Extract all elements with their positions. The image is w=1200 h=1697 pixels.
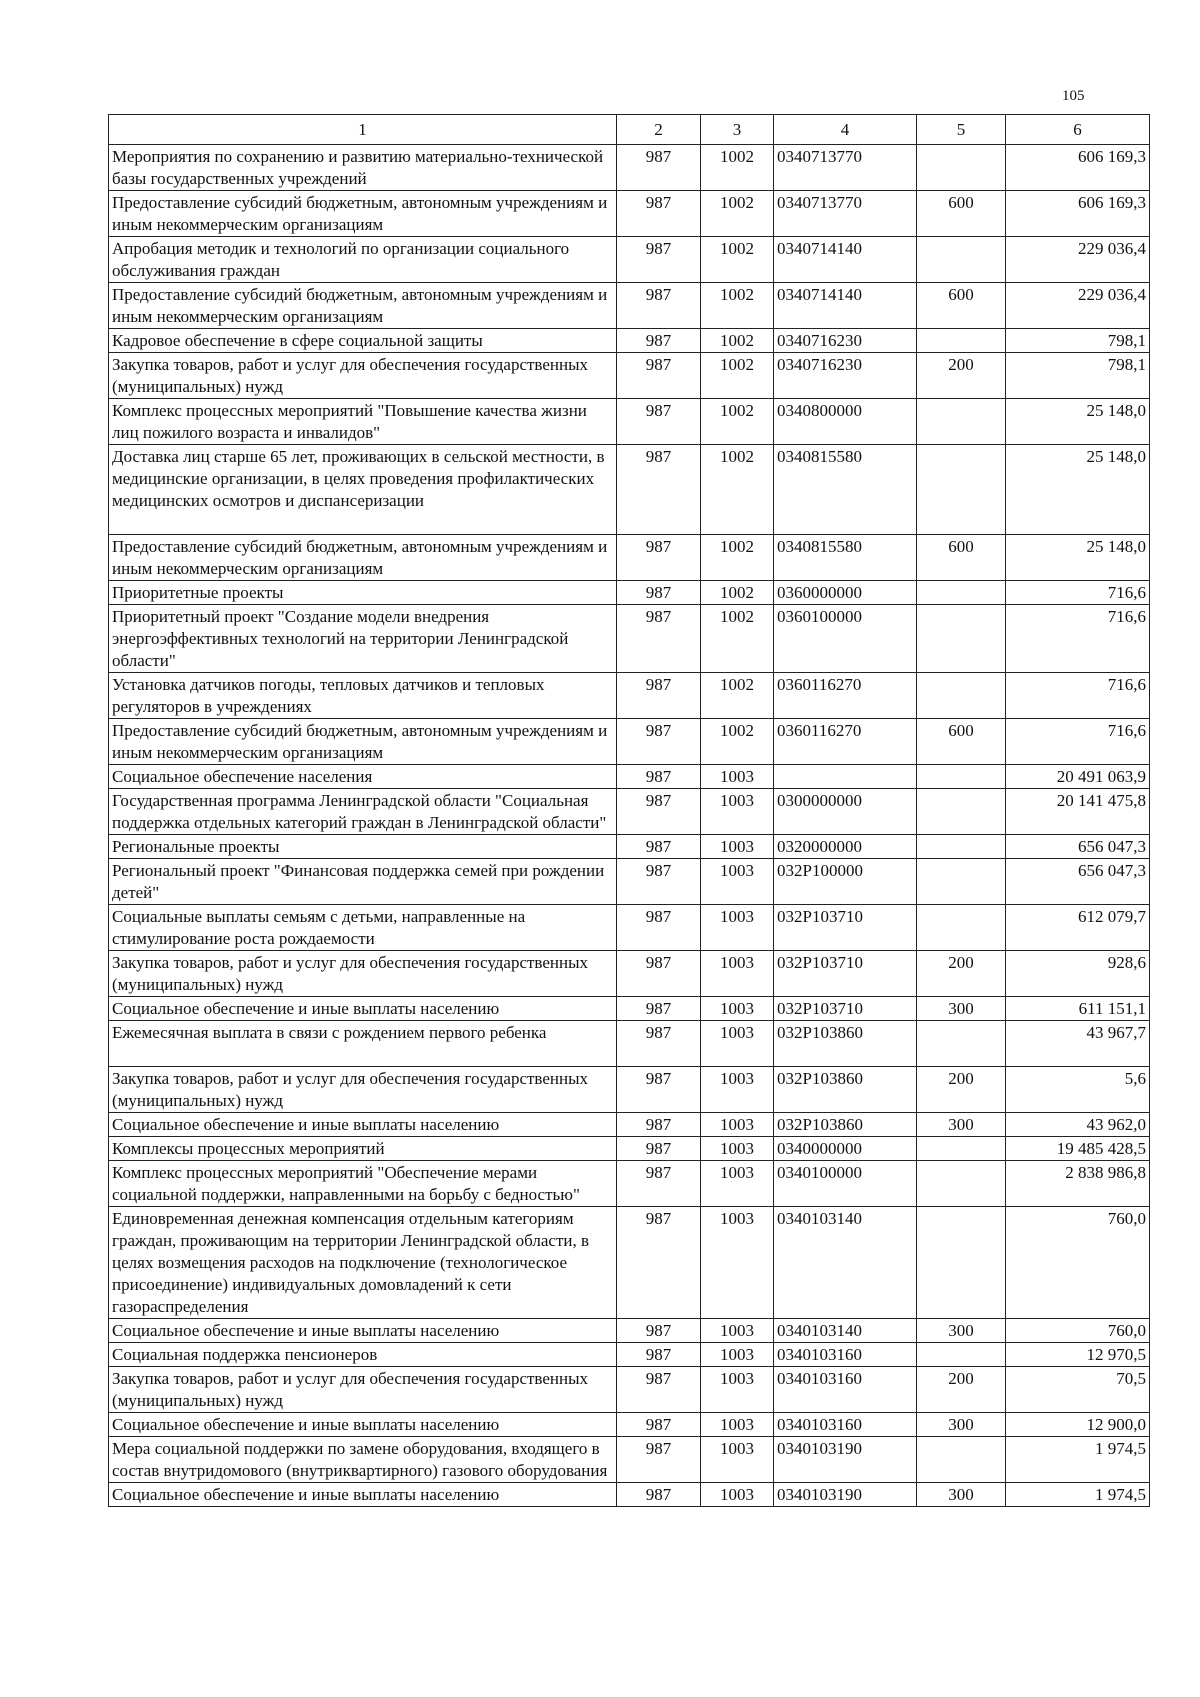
table-row <box>109 1137 1150 1161</box>
row-admin-code-cell: 987 <box>617 719 701 765</box>
row-expense-type-cell <box>917 1137 1006 1161</box>
row-name-cell: Кадровое обеспечение в сфере социальной защиты <box>109 329 617 353</box>
row-target-article-cell: 0340103190 <box>774 1437 917 1483</box>
table-row <box>109 605 1150 673</box>
row-expense-type-cell: 600 <box>917 719 1006 765</box>
row-target-article-cell: 0340713770 <box>774 145 917 191</box>
row-expense-type-cell <box>917 605 1006 673</box>
table-row <box>109 191 1150 237</box>
table-row <box>109 237 1150 283</box>
row-target-article-cell: 0340100000 <box>774 1161 917 1207</box>
row-expense-type-cell: 300 <box>917 1319 1006 1343</box>
row-expense-type-cell <box>917 1343 1006 1367</box>
row-amount-cell: 229 036,4 <box>1006 283 1150 329</box>
table-row <box>109 581 1150 605</box>
row-expense-type-cell: 600 <box>917 191 1006 237</box>
page-number: 105 <box>1062 88 1085 104</box>
row-expense-type-cell <box>917 1207 1006 1319</box>
row-section-code-cell: 1002 <box>701 237 774 283</box>
row-amount-cell: 5,6 <box>1006 1067 1150 1113</box>
row-section-code-cell: 1003 <box>701 1319 774 1343</box>
row-target-article-cell: 0340103160 <box>774 1367 917 1413</box>
row-expense-type-cell: 600 <box>917 283 1006 329</box>
table-row <box>109 1343 1150 1367</box>
row-name-cell: Региональные проекты <box>109 835 617 859</box>
row-admin-code-cell: 987 <box>617 997 701 1021</box>
row-section-code-cell: 1003 <box>701 1343 774 1367</box>
row-admin-code-cell: 987 <box>617 673 701 719</box>
row-expense-type-cell <box>917 905 1006 951</box>
table-row <box>109 1113 1150 1137</box>
column-header: 5 <box>917 115 1006 145</box>
table-header-row <box>109 115 1150 145</box>
row-amount-cell: 43 967,7 <box>1006 1021 1150 1067</box>
row-amount-cell: 611 151,1 <box>1006 997 1150 1021</box>
row-expense-type-cell: 200 <box>917 1067 1006 1113</box>
table-row <box>109 905 1150 951</box>
row-expense-type-cell: 300 <box>917 997 1006 1021</box>
row-expense-type-cell: 300 <box>917 1413 1006 1437</box>
table-row <box>109 145 1150 191</box>
row-amount-cell: 760,0 <box>1006 1207 1150 1319</box>
row-name-cell: Установка датчиков погоды, тепловых датчиков и тепловых регуляторов в учреждениях <box>109 673 617 719</box>
row-expense-type-cell <box>917 1161 1006 1207</box>
table-row <box>109 1319 1150 1343</box>
row-section-code-cell: 1003 <box>701 1367 774 1413</box>
row-amount-cell: 12 900,0 <box>1006 1413 1150 1437</box>
row-amount-cell: 1 974,5 <box>1006 1483 1150 1507</box>
row-expense-type-cell: 200 <box>917 1367 1006 1413</box>
table-row <box>109 673 1150 719</box>
row-admin-code-cell: 987 <box>617 445 701 535</box>
row-admin-code-cell: 987 <box>617 1113 701 1137</box>
row-amount-cell: 25 148,0 <box>1006 445 1150 535</box>
row-admin-code-cell: 987 <box>617 951 701 997</box>
row-name-cell: Социальное обеспечение и иные выплаты населению <box>109 1113 617 1137</box>
row-target-article-cell: 032P103710 <box>774 951 917 997</box>
row-admin-code-cell: 987 <box>617 535 701 581</box>
row-section-code-cell: 1002 <box>701 719 774 765</box>
row-expense-type-cell: 200 <box>917 951 1006 997</box>
table-body <box>109 145 1150 1507</box>
row-section-code-cell: 1003 <box>701 859 774 905</box>
table-row <box>109 789 1150 835</box>
row-target-article-cell <box>774 765 917 789</box>
row-name-cell: Социальная поддержка пенсионеров <box>109 1343 617 1367</box>
table-row <box>109 859 1150 905</box>
table-row <box>109 445 1150 535</box>
row-name-cell: Региональный проект "Финансовая поддержка семей при рождении детей" <box>109 859 617 905</box>
row-expense-type-cell <box>917 1021 1006 1067</box>
row-amount-cell: 928,6 <box>1006 951 1150 997</box>
row-admin-code-cell: 987 <box>617 1413 701 1437</box>
row-target-article-cell: 032P103710 <box>774 997 917 1021</box>
table-row <box>109 1413 1150 1437</box>
row-expense-type-cell <box>917 329 1006 353</box>
table-row <box>109 1437 1150 1483</box>
row-admin-code-cell: 987 <box>617 191 701 237</box>
row-admin-code-cell: 987 <box>617 605 701 673</box>
table-row <box>109 1161 1150 1207</box>
row-admin-code-cell: 987 <box>617 1343 701 1367</box>
row-target-article-cell: 0340716230 <box>774 353 917 399</box>
row-section-code-cell: 1003 <box>701 835 774 859</box>
row-target-article-cell: 0360100000 <box>774 605 917 673</box>
row-name-cell: Предоставление субсидий бюджетным, автономным учреждениям и иным некоммерческим организациям <box>109 535 617 581</box>
row-admin-code-cell: 987 <box>617 1483 701 1507</box>
row-admin-code-cell: 987 <box>617 353 701 399</box>
row-admin-code-cell: 987 <box>617 765 701 789</box>
row-name-cell: Социальное обеспечение и иные выплаты населению <box>109 1319 617 1343</box>
row-amount-cell: 25 148,0 <box>1006 535 1150 581</box>
row-name-cell: Предоставление субсидий бюджетным, автономным учреждениям и иным некоммерческим организациям <box>109 719 617 765</box>
row-amount-cell: 760,0 <box>1006 1319 1150 1343</box>
table-row <box>109 283 1150 329</box>
row-expense-type-cell <box>917 789 1006 835</box>
table-row <box>109 1021 1150 1067</box>
row-section-code-cell: 1003 <box>701 1437 774 1483</box>
row-expense-type-cell: 600 <box>917 535 1006 581</box>
row-name-cell: Закупка товаров, работ и услуг для обеспечения государственных (муниципальных) нужд <box>109 1367 617 1413</box>
row-section-code-cell: 1002 <box>701 673 774 719</box>
row-amount-cell: 716,6 <box>1006 719 1150 765</box>
row-admin-code-cell: 987 <box>617 835 701 859</box>
row-section-code-cell: 1002 <box>701 399 774 445</box>
row-name-cell: Комплексы процессных мероприятий <box>109 1137 617 1161</box>
row-admin-code-cell: 987 <box>617 581 701 605</box>
row-admin-code-cell: 987 <box>617 1367 701 1413</box>
row-expense-type-cell <box>917 835 1006 859</box>
table-row <box>109 951 1150 997</box>
row-target-article-cell: 0360116270 <box>774 719 917 765</box>
row-amount-cell: 606 169,3 <box>1006 145 1150 191</box>
row-expense-type-cell: 200 <box>917 353 1006 399</box>
row-name-cell: Социальное обеспечение и иные выплаты населению <box>109 997 617 1021</box>
row-admin-code-cell: 987 <box>617 1021 701 1067</box>
row-amount-cell: 798,1 <box>1006 329 1150 353</box>
row-amount-cell: 43 962,0 <box>1006 1113 1150 1137</box>
table-row <box>109 329 1150 353</box>
row-name-cell: Закупка товаров, работ и услуг для обеспечения государственных (муниципальных) нужд <box>109 353 617 399</box>
row-admin-code-cell: 987 <box>617 1137 701 1161</box>
row-expense-type-cell <box>917 399 1006 445</box>
row-admin-code-cell: 987 <box>617 399 701 445</box>
row-amount-cell: 656 047,3 <box>1006 859 1150 905</box>
row-target-article-cell: 0340103160 <box>774 1413 917 1437</box>
table-row <box>109 765 1150 789</box>
row-target-article-cell: 0340815580 <box>774 445 917 535</box>
row-target-article-cell: 0320000000 <box>774 835 917 859</box>
row-admin-code-cell: 987 <box>617 145 701 191</box>
row-name-cell: Предоставление субсидий бюджетным, автономным учреждениям и иным некоммерческим организациям <box>109 191 617 237</box>
row-target-article-cell: 0340103140 <box>774 1207 917 1319</box>
column-header: 1 <box>109 115 617 145</box>
row-amount-cell: 716,6 <box>1006 673 1150 719</box>
row-amount-cell: 19 485 428,5 <box>1006 1137 1150 1161</box>
row-target-article-cell: 0340800000 <box>774 399 917 445</box>
row-target-article-cell: 0340716230 <box>774 329 917 353</box>
row-section-code-cell: 1002 <box>701 605 774 673</box>
row-name-cell: Закупка товаров, работ и услуг для обеспечения государственных (муниципальных) нужд <box>109 1067 617 1113</box>
row-admin-code-cell: 987 <box>617 329 701 353</box>
row-name-cell: Ежемесячная выплата в связи с рождением первого ребенка <box>109 1021 617 1067</box>
row-target-article-cell: 0340103190 <box>774 1483 917 1507</box>
row-amount-cell: 12 970,5 <box>1006 1343 1150 1367</box>
row-amount-cell: 1 974,5 <box>1006 1437 1150 1483</box>
row-target-article-cell: 032P103710 <box>774 905 917 951</box>
row-target-article-cell: 0300000000 <box>774 789 917 835</box>
row-amount-cell: 20 491 063,9 <box>1006 765 1150 789</box>
row-target-article-cell: 0340103140 <box>774 1319 917 1343</box>
row-expense-type-cell <box>917 673 1006 719</box>
table-row <box>109 719 1150 765</box>
row-admin-code-cell: 987 <box>617 283 701 329</box>
row-target-article-cell: 0360000000 <box>774 581 917 605</box>
row-amount-cell: 716,6 <box>1006 605 1150 673</box>
row-section-code-cell: 1002 <box>701 445 774 535</box>
row-section-code-cell: 1003 <box>701 1067 774 1113</box>
table-row <box>109 399 1150 445</box>
row-expense-type-cell <box>917 445 1006 535</box>
row-section-code-cell: 1003 <box>701 1137 774 1161</box>
row-admin-code-cell: 987 <box>617 1437 701 1483</box>
row-name-cell: Приоритетные проекты <box>109 581 617 605</box>
row-expense-type-cell <box>917 237 1006 283</box>
row-section-code-cell: 1003 <box>701 1483 774 1507</box>
row-target-article-cell: 032P103860 <box>774 1113 917 1137</box>
row-section-code-cell: 1002 <box>701 535 774 581</box>
row-expense-type-cell <box>917 765 1006 789</box>
row-name-cell: Социальное обеспечение и иные выплаты населению <box>109 1483 617 1507</box>
row-name-cell: Мера социальной поддержки по замене оборудования, входящего в состав внутридомового (внутриквартирного) газового оборудования <box>109 1437 617 1483</box>
row-name-cell: Приоритетный проект "Создание модели внедрения энергоэффективных технологий на территории Ленинградской области" <box>109 605 617 673</box>
row-expense-type-cell <box>917 581 1006 605</box>
column-header: 6 <box>1006 115 1150 145</box>
row-amount-cell: 612 079,7 <box>1006 905 1150 951</box>
column-header: 3 <box>701 115 774 145</box>
row-admin-code-cell: 987 <box>617 905 701 951</box>
row-target-article-cell: 032P100000 <box>774 859 917 905</box>
row-amount-cell: 606 169,3 <box>1006 191 1150 237</box>
row-target-article-cell: 0340103160 <box>774 1343 917 1367</box>
row-section-code-cell: 1002 <box>701 283 774 329</box>
row-target-article-cell: 0340714140 <box>774 237 917 283</box>
row-name-cell: Социальные выплаты семьям с детьми, направленные на стимулирование роста рождаемости <box>109 905 617 951</box>
row-section-code-cell: 1003 <box>701 1161 774 1207</box>
row-admin-code-cell: 987 <box>617 789 701 835</box>
table-row <box>109 1483 1150 1507</box>
row-expense-type-cell: 300 <box>917 1113 1006 1137</box>
row-name-cell: Мероприятия по сохранению и развитию материально-технической базы государственных учреждений <box>109 145 617 191</box>
row-section-code-cell: 1002 <box>701 145 774 191</box>
row-target-article-cell: 0340815580 <box>774 535 917 581</box>
table-row <box>109 1067 1150 1113</box>
row-name-cell: Социальное обеспечение населения <box>109 765 617 789</box>
row-name-cell: Доставка лиц старше 65 лет, проживающих в сельской местности, в медицинские организации, в целях проведения профилактических медицинских осмотров и диспансеризации <box>109 445 617 535</box>
row-amount-cell: 656 047,3 <box>1006 835 1150 859</box>
row-amount-cell: 20 141 475,8 <box>1006 789 1150 835</box>
row-target-article-cell: 0340713770 <box>774 191 917 237</box>
row-expense-type-cell <box>917 859 1006 905</box>
row-amount-cell: 70,5 <box>1006 1367 1150 1413</box>
row-admin-code-cell: 987 <box>617 1161 701 1207</box>
table-row <box>109 1207 1150 1319</box>
row-name-cell: Предоставление субсидий бюджетным, автономным учреждениям и иным некоммерческим организациям <box>109 283 617 329</box>
table-row <box>109 353 1150 399</box>
column-header: 4 <box>774 115 917 145</box>
table-row <box>109 1367 1150 1413</box>
row-expense-type-cell <box>917 145 1006 191</box>
row-name-cell: Социальное обеспечение и иные выплаты населению <box>109 1413 617 1437</box>
row-name-cell: Закупка товаров, работ и услуг для обеспечения государственных (муниципальных) нужд <box>109 951 617 997</box>
row-section-code-cell: 1003 <box>701 1113 774 1137</box>
row-section-code-cell: 1003 <box>701 765 774 789</box>
row-admin-code-cell: 987 <box>617 859 701 905</box>
table-row <box>109 835 1150 859</box>
row-admin-code-cell: 987 <box>617 1319 701 1343</box>
row-amount-cell: 25 148,0 <box>1006 399 1150 445</box>
row-section-code-cell: 1003 <box>701 789 774 835</box>
row-name-cell: Единовременная денежная компенсация отдельным категориям граждан, проживающим на территории Ленинградской области, в целях возмещения расходов на подключение (технологическое присоединение) индивидуальных домовладений к сети газораспределения <box>109 1207 617 1319</box>
row-name-cell: Комплекс процессных мероприятий "Повышение качества жизни лиц пожилого возраста и инвалидов" <box>109 399 617 445</box>
row-target-article-cell: 032P103860 <box>774 1021 917 1067</box>
row-amount-cell: 2 838 986,8 <box>1006 1161 1150 1207</box>
row-name-cell: Комплекс процессных мероприятий "Обеспечение мерами социальной поддержки, направленными на борьбу с бедностью" <box>109 1161 617 1207</box>
row-target-article-cell: 032P103860 <box>774 1067 917 1113</box>
row-expense-type-cell <box>917 1437 1006 1483</box>
row-target-article-cell: 0360116270 <box>774 673 917 719</box>
row-expense-type-cell: 300 <box>917 1483 1006 1507</box>
row-section-code-cell: 1003 <box>701 1021 774 1067</box>
row-target-article-cell: 0340000000 <box>774 1137 917 1161</box>
table-row <box>109 997 1150 1021</box>
row-target-article-cell: 0340714140 <box>774 283 917 329</box>
row-section-code-cell: 1002 <box>701 353 774 399</box>
row-amount-cell: 229 036,4 <box>1006 237 1150 283</box>
budget-table <box>108 114 1150 1507</box>
row-amount-cell: 716,6 <box>1006 581 1150 605</box>
row-section-code-cell: 1003 <box>701 997 774 1021</box>
row-admin-code-cell: 987 <box>617 237 701 283</box>
row-section-code-cell: 1003 <box>701 951 774 997</box>
row-section-code-cell: 1003 <box>701 1413 774 1437</box>
row-admin-code-cell: 987 <box>617 1207 701 1319</box>
row-section-code-cell: 1003 <box>701 1207 774 1319</box>
row-admin-code-cell: 987 <box>617 1067 701 1113</box>
row-name-cell: Апробация методик и технологий по организации социального обслуживания граждан <box>109 237 617 283</box>
row-section-code-cell: 1003 <box>701 905 774 951</box>
column-header: 2 <box>617 115 701 145</box>
row-section-code-cell: 1002 <box>701 191 774 237</box>
table-row <box>109 535 1150 581</box>
row-section-code-cell: 1002 <box>701 329 774 353</box>
row-amount-cell: 798,1 <box>1006 353 1150 399</box>
row-section-code-cell: 1002 <box>701 581 774 605</box>
row-name-cell: Государственная программа Ленинградской области "Социальная поддержка отдельных категорий граждан в Ленинградской области" <box>109 789 617 835</box>
